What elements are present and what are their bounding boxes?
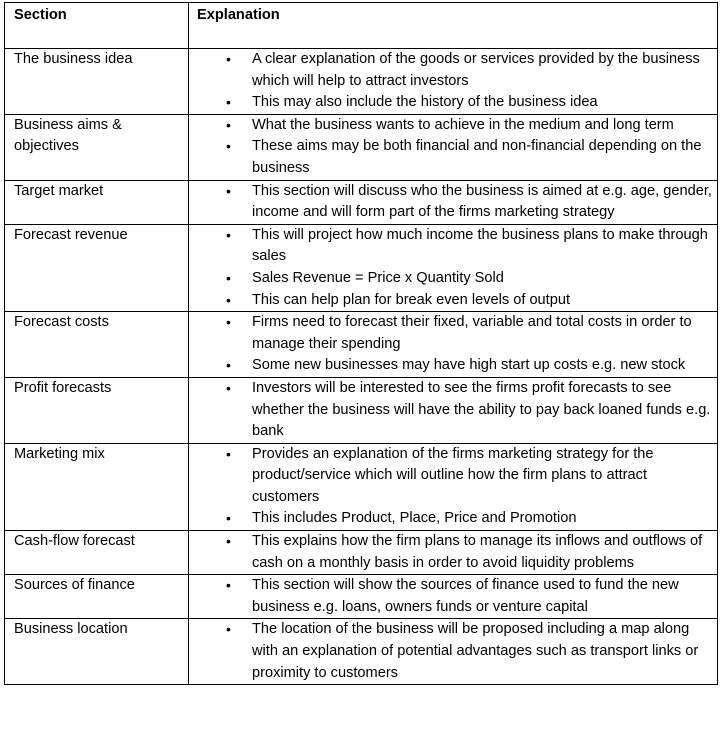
explanation-cell xyxy=(189,312,718,378)
explanation-cell xyxy=(189,443,718,530)
bullet-list xyxy=(226,115,715,180)
bullet-item: • These aims may be both financial and non-financial depending on the business xyxy=(226,136,715,179)
bullet-item: • Firms need to forecast their fixed, variable and total costs in order to manage their spending xyxy=(226,312,715,355)
bullet-item: • This may also include the history of the business idea xyxy=(226,92,715,114)
bullet-item: • This section will discuss who the business is aimed at e.g. age, gender, income and will form part of the firms marketing strategy xyxy=(226,181,715,224)
bullet-list xyxy=(226,181,715,224)
explanation-cell xyxy=(189,531,718,575)
table-row xyxy=(5,619,718,685)
table-row xyxy=(5,180,718,224)
bullet-item: • This section will show the sources of finance used to fund the new business e.g. loans, owners funds or venture capital xyxy=(226,575,715,618)
table-row xyxy=(5,312,718,378)
explanation-cell xyxy=(189,224,718,311)
bullet-list xyxy=(226,49,715,114)
section-cell: Forecast costs xyxy=(5,312,189,378)
table-row xyxy=(5,49,718,115)
explanation-cell xyxy=(189,619,718,685)
bullet-list xyxy=(226,619,715,684)
explanation-cell xyxy=(189,180,718,224)
bullet-item: • What the business wants to achieve in the medium and long term xyxy=(226,115,715,137)
section-cell: The business idea xyxy=(5,49,189,115)
bullet-item: • Provides an explanation of the firms marketing strategy for the product/service which will outline how the firm plans to attract customers xyxy=(226,444,715,509)
explanation-cell xyxy=(189,49,718,115)
explanation-cell xyxy=(189,575,718,619)
bullet-list xyxy=(226,378,715,443)
section-cell: Business location xyxy=(5,619,189,685)
bullet-list xyxy=(226,531,715,574)
bullet-list xyxy=(226,225,715,311)
bullet-list xyxy=(226,444,715,530)
section-cell: Profit forecasts xyxy=(5,377,189,443)
explanation-cell xyxy=(189,114,718,180)
table-row xyxy=(5,531,718,575)
table-row xyxy=(5,377,718,443)
explanation-cell xyxy=(189,377,718,443)
bullet-item: • This can help plan for break even levels of output xyxy=(226,290,715,312)
section-cell: Cash-flow forecast xyxy=(5,531,189,575)
section-cell: Marketing mix xyxy=(5,443,189,530)
section-cell: Forecast revenue xyxy=(5,224,189,311)
bullet-item: • Sales Revenue = Price x Quantity Sold xyxy=(226,268,715,290)
bullet-item: • Some new businesses may have high start up costs e.g. new stock xyxy=(226,355,715,377)
explanation-header: Explanation xyxy=(189,3,718,49)
section-header: Section xyxy=(5,3,189,49)
business-plan-table xyxy=(4,2,718,685)
bullet-item: • The location of the business will be proposed including a map along with an explanation of potential advantages such as transport links or proximity to customers xyxy=(226,619,715,684)
bullet-item: • This will project how much income the business plans to make through sales xyxy=(226,225,715,268)
section-cell: Sources of finance xyxy=(5,575,189,619)
table-row xyxy=(5,575,718,619)
header-row xyxy=(5,3,718,49)
section-cell: Target market xyxy=(5,180,189,224)
table-row xyxy=(5,224,718,311)
table-row xyxy=(5,443,718,530)
section-cell: Business aims & objectives xyxy=(5,114,189,180)
bullet-item: • This includes Product, Place, Price and Promotion xyxy=(226,508,715,530)
table-row xyxy=(5,114,718,180)
bullet-item: • This explains how the firm plans to manage its inflows and outflows of cash on a monthly basis in order to avoid liquidity problems xyxy=(226,531,715,574)
bullet-list xyxy=(226,312,715,377)
bullet-item: • Investors will be interested to see the firms profit forecasts to see whether the business will have the ability to pay back loaned funds e.g. bank xyxy=(226,378,715,443)
bullet-list xyxy=(226,575,715,618)
bullet-item: • A clear explanation of the goods or services provided by the business which will help to attract investors xyxy=(226,49,715,92)
